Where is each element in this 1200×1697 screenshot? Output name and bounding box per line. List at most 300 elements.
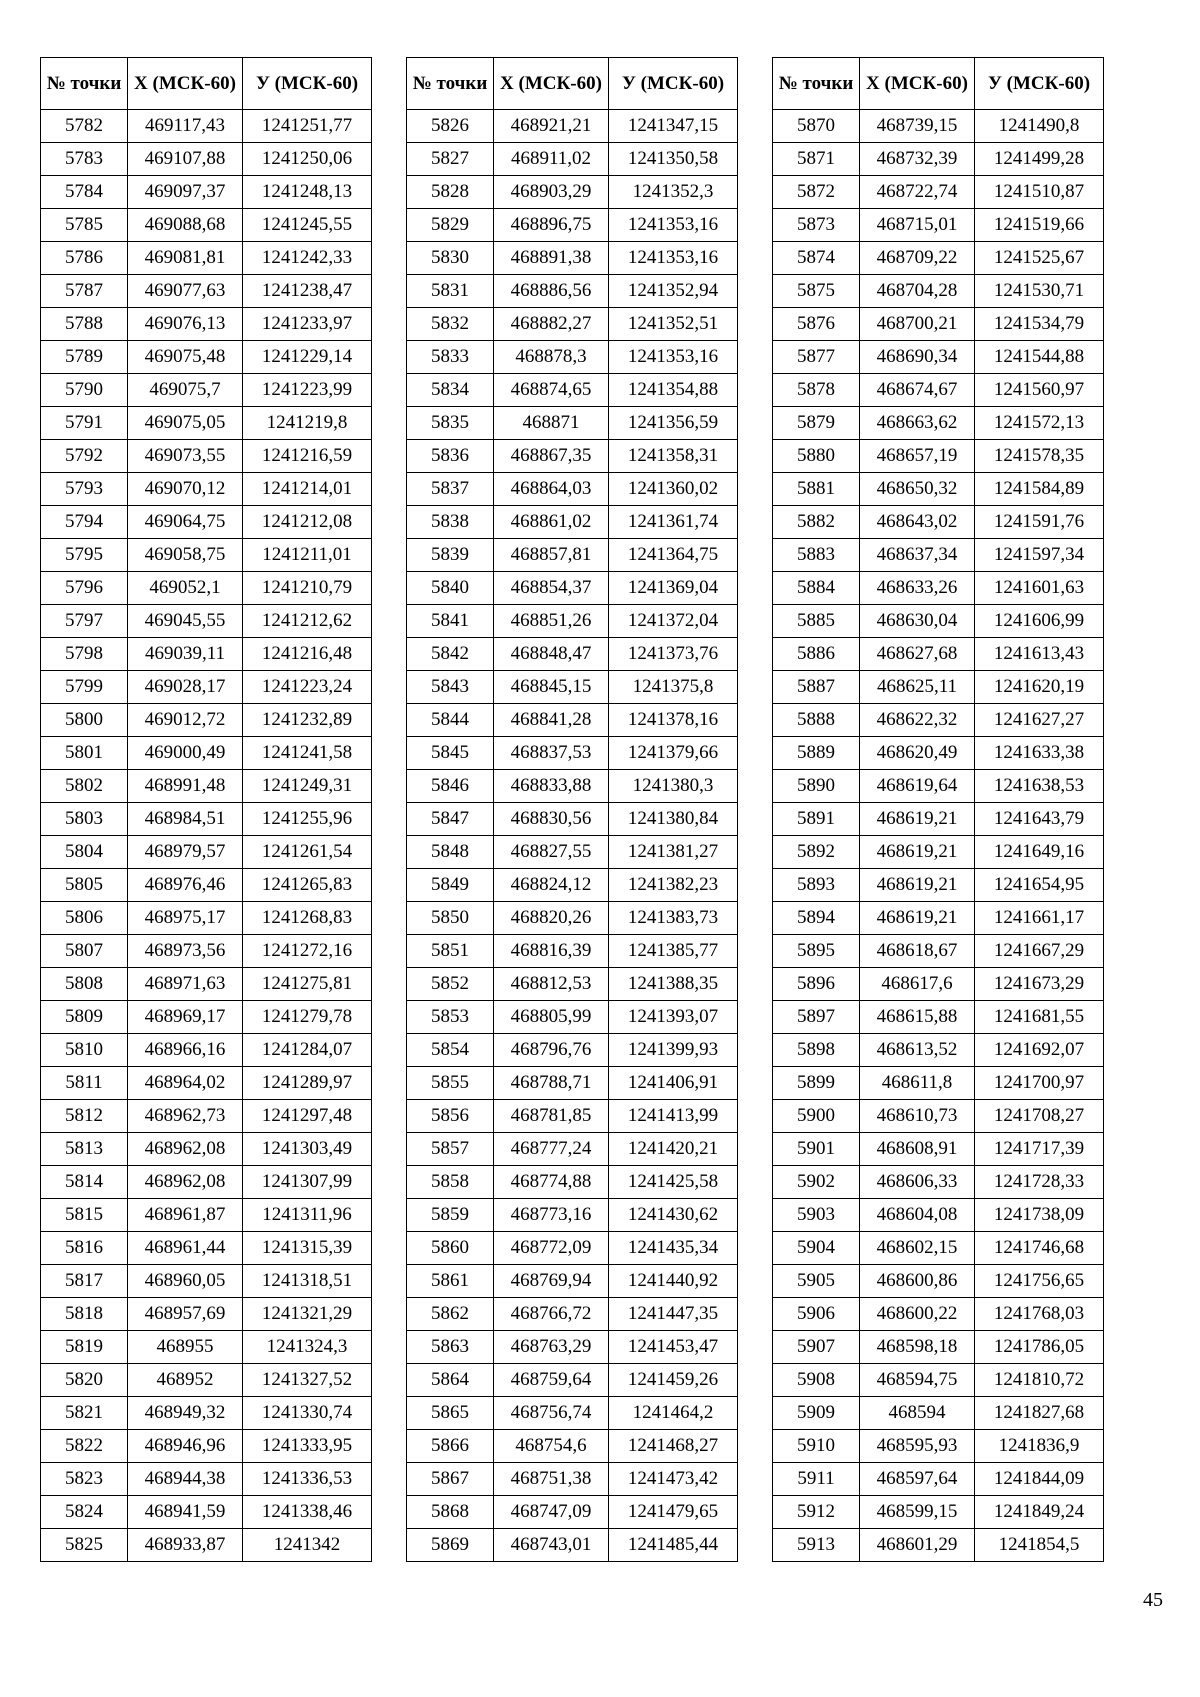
y-coordinate-cell: 1241311,96 (243, 1199, 372, 1232)
x-coordinate-cell: 468611,8 (860, 1067, 975, 1100)
x-coordinate-cell: 468754,6 (494, 1430, 609, 1463)
table-row (407, 1430, 738, 1463)
point-number-cell: 5892 (773, 836, 860, 869)
point-number-cell: 5817 (41, 1265, 128, 1298)
y-coordinate-cell: 1241519,66 (975, 209, 1104, 242)
x-coordinate-cell: 468878,3 (494, 341, 609, 374)
point-number-cell: 5864 (407, 1364, 494, 1397)
y-coordinate-cell: 1241307,99 (243, 1166, 372, 1199)
x-coordinate-cell: 469107,88 (128, 143, 243, 176)
y-coordinate-cell: 1241380,3 (609, 770, 738, 803)
y-coordinate-cell: 1241606,99 (975, 605, 1104, 638)
x-coordinate-cell: 469064,75 (128, 506, 243, 539)
point-number-cell: 5807 (41, 935, 128, 968)
table-row (773, 473, 1104, 506)
point-number-cell: 5841 (407, 605, 494, 638)
table-row (407, 407, 738, 440)
table-row (773, 1430, 1104, 1463)
point-number-cell: 5798 (41, 638, 128, 671)
coordinate-table-2 (406, 57, 738, 1562)
y-coordinate-cell: 1241268,83 (243, 902, 372, 935)
y-coordinate-cell: 1241717,39 (975, 1133, 1104, 1166)
table-row (407, 1166, 738, 1199)
table-row (773, 242, 1104, 275)
point-number-cell: 5849 (407, 869, 494, 902)
table-row (773, 572, 1104, 605)
point-number-cell: 5867 (407, 1463, 494, 1496)
table-row (407, 1133, 738, 1166)
table-row (773, 539, 1104, 572)
table-row (41, 1067, 372, 1100)
header-y-coordinate: У (МСК-60) (609, 58, 738, 110)
y-coordinate-cell: 1241360,02 (609, 473, 738, 506)
table-row (773, 1067, 1104, 1100)
point-number-cell: 5855 (407, 1067, 494, 1100)
x-coordinate-cell: 468608,91 (860, 1133, 975, 1166)
x-coordinate-cell: 468620,49 (860, 737, 975, 770)
table-row (773, 704, 1104, 737)
y-coordinate-cell: 1241827,68 (975, 1397, 1104, 1430)
y-coordinate-cell: 1241336,53 (243, 1463, 372, 1496)
y-coordinate-cell: 1241649,16 (975, 836, 1104, 869)
table-row (407, 1265, 738, 1298)
table-row (773, 1298, 1104, 1331)
x-coordinate-cell: 468600,86 (860, 1265, 975, 1298)
y-coordinate-cell: 1241353,16 (609, 341, 738, 374)
table-row (41, 737, 372, 770)
y-coordinate-cell: 1241601,63 (975, 572, 1104, 605)
point-number-cell: 5913 (773, 1529, 860, 1562)
x-coordinate-cell: 469077,63 (128, 275, 243, 308)
point-number-cell: 5797 (41, 605, 128, 638)
y-coordinate-cell: 1241373,76 (609, 638, 738, 671)
table-row (773, 506, 1104, 539)
x-coordinate-cell: 468903,29 (494, 176, 609, 209)
point-number-cell: 5887 (773, 671, 860, 704)
table-row (41, 506, 372, 539)
point-number-cell: 5885 (773, 605, 860, 638)
table-row (407, 176, 738, 209)
x-coordinate-cell: 468598,18 (860, 1331, 975, 1364)
point-number-cell: 5873 (773, 209, 860, 242)
y-coordinate-cell: 1241383,73 (609, 902, 738, 935)
point-number-cell: 5906 (773, 1298, 860, 1331)
x-coordinate-cell: 468824,12 (494, 869, 609, 902)
y-coordinate-cell: 1241388,35 (609, 968, 738, 1001)
table-row (41, 935, 372, 968)
x-coordinate-cell: 468704,28 (860, 275, 975, 308)
x-coordinate-cell: 469058,75 (128, 539, 243, 572)
point-number-cell: 5821 (41, 1397, 128, 1430)
x-coordinate-cell: 468777,24 (494, 1133, 609, 1166)
point-number-cell: 5822 (41, 1430, 128, 1463)
table-row (773, 374, 1104, 407)
y-coordinate-cell: 1241210,79 (243, 572, 372, 605)
point-number-cell: 5830 (407, 242, 494, 275)
point-number-cell: 5808 (41, 968, 128, 1001)
x-coordinate-cell: 468594,75 (860, 1364, 975, 1397)
y-coordinate-cell: 1241534,79 (975, 308, 1104, 341)
point-number-cell: 5816 (41, 1232, 128, 1265)
point-number-cell: 5862 (407, 1298, 494, 1331)
y-coordinate-cell: 1241232,89 (243, 704, 372, 737)
table-row (407, 275, 738, 308)
table-row (41, 539, 372, 572)
table-row (773, 935, 1104, 968)
x-coordinate-cell: 468604,08 (860, 1199, 975, 1232)
table-row (41, 572, 372, 605)
table-row (41, 1397, 372, 1430)
table-row (407, 1034, 738, 1067)
x-coordinate-cell: 468739,15 (860, 110, 975, 143)
y-coordinate-cell: 1241353,16 (609, 209, 738, 242)
y-coordinate-cell: 1241327,52 (243, 1364, 372, 1397)
y-coordinate-cell: 1241667,29 (975, 935, 1104, 968)
point-number-cell: 5898 (773, 1034, 860, 1067)
point-number-cell: 5883 (773, 539, 860, 572)
y-coordinate-cell: 1241654,95 (975, 869, 1104, 902)
table-row (41, 1331, 372, 1364)
y-coordinate-cell: 1241229,14 (243, 341, 372, 374)
point-number-cell: 5911 (773, 1463, 860, 1496)
table-row (773, 1133, 1104, 1166)
x-coordinate-cell: 468962,08 (128, 1133, 243, 1166)
table-row (773, 1331, 1104, 1364)
table-row (407, 440, 738, 473)
y-coordinate-cell: 1241361,74 (609, 506, 738, 539)
point-number-cell: 5835 (407, 407, 494, 440)
point-number-cell: 5903 (773, 1199, 860, 1232)
point-number-cell: 5866 (407, 1430, 494, 1463)
point-number-cell: 5818 (41, 1298, 128, 1331)
y-coordinate-cell: 1241440,92 (609, 1265, 738, 1298)
table-row (407, 770, 738, 803)
x-coordinate-cell: 468837,53 (494, 737, 609, 770)
table-row (41, 836, 372, 869)
point-number-cell: 5845 (407, 737, 494, 770)
point-number-cell: 5882 (773, 506, 860, 539)
x-coordinate-cell: 468619,21 (860, 836, 975, 869)
x-coordinate-cell: 468816,39 (494, 935, 609, 968)
x-coordinate-cell: 468709,22 (860, 242, 975, 275)
point-number-cell: 5800 (41, 704, 128, 737)
table-row (773, 110, 1104, 143)
point-number-cell: 5834 (407, 374, 494, 407)
table-row (41, 1463, 372, 1496)
y-coordinate-cell: 1241673,29 (975, 968, 1104, 1001)
point-number-cell: 5876 (773, 308, 860, 341)
point-number-cell: 5811 (41, 1067, 128, 1100)
table-row (407, 1463, 738, 1496)
point-number-cell: 5889 (773, 737, 860, 770)
y-coordinate-cell: 1241768,03 (975, 1298, 1104, 1331)
y-coordinate-cell: 1241242,33 (243, 242, 372, 275)
x-coordinate-cell: 468796,76 (494, 1034, 609, 1067)
point-number-cell: 5792 (41, 440, 128, 473)
x-coordinate-cell: 468619,21 (860, 902, 975, 935)
table-row (407, 341, 738, 374)
point-number-cell: 5875 (773, 275, 860, 308)
x-coordinate-cell: 468610,73 (860, 1100, 975, 1133)
x-coordinate-cell: 468966,16 (128, 1034, 243, 1067)
y-coordinate-cell: 1241364,75 (609, 539, 738, 572)
y-coordinate-cell: 1241379,66 (609, 737, 738, 770)
table-row (407, 869, 738, 902)
y-coordinate-cell: 1241756,65 (975, 1265, 1104, 1298)
point-number-cell: 5880 (773, 440, 860, 473)
point-number-cell: 5894 (773, 902, 860, 935)
y-coordinate-cell: 1241261,54 (243, 836, 372, 869)
point-number-cell: 5896 (773, 968, 860, 1001)
point-number-cell: 5809 (41, 1001, 128, 1034)
point-number-cell: 5872 (773, 176, 860, 209)
y-coordinate-cell: 1241479,65 (609, 1496, 738, 1529)
y-coordinate-cell: 1241303,49 (243, 1133, 372, 1166)
y-coordinate-cell: 1241350,58 (609, 143, 738, 176)
coordinate-table-3 (772, 57, 1104, 1562)
point-number-cell: 5895 (773, 935, 860, 968)
x-coordinate-cell: 468788,71 (494, 1067, 609, 1100)
point-number-cell: 5799 (41, 671, 128, 704)
table-row (773, 1034, 1104, 1067)
header-x-coordinate: Х (МСК-60) (860, 58, 975, 110)
x-coordinate-cell: 468867,35 (494, 440, 609, 473)
point-number-cell: 5905 (773, 1265, 860, 1298)
y-coordinate-cell: 1241249,31 (243, 770, 372, 803)
table-row (773, 209, 1104, 242)
x-coordinate-cell: 468984,51 (128, 803, 243, 836)
x-coordinate-cell: 469075,7 (128, 374, 243, 407)
table-row (773, 671, 1104, 704)
point-number-cell: 5888 (773, 704, 860, 737)
y-coordinate-cell: 1241430,62 (609, 1199, 738, 1232)
x-coordinate-cell: 468833,88 (494, 770, 609, 803)
y-coordinate-cell: 1241214,01 (243, 473, 372, 506)
table-row (407, 836, 738, 869)
y-coordinate-cell: 1241728,33 (975, 1166, 1104, 1199)
y-coordinate-cell: 1241212,08 (243, 506, 372, 539)
point-number-cell: 5836 (407, 440, 494, 473)
point-number-cell: 5899 (773, 1067, 860, 1100)
table-row (773, 341, 1104, 374)
x-coordinate-cell: 468848,47 (494, 638, 609, 671)
y-coordinate-cell: 1241347,15 (609, 110, 738, 143)
table-row (41, 671, 372, 704)
y-coordinate-cell: 1241378,16 (609, 704, 738, 737)
table-row (773, 176, 1104, 209)
table-row (407, 605, 738, 638)
y-coordinate-cell: 1241661,17 (975, 902, 1104, 935)
table-row (41, 242, 372, 275)
point-number-cell: 5865 (407, 1397, 494, 1430)
y-coordinate-cell: 1241525,67 (975, 242, 1104, 275)
y-coordinate-cell: 1241356,59 (609, 407, 738, 440)
x-coordinate-cell: 469097,37 (128, 176, 243, 209)
table-row (407, 473, 738, 506)
y-coordinate-cell: 1241318,51 (243, 1265, 372, 1298)
point-number-cell: 5785 (41, 209, 128, 242)
y-coordinate-cell: 1241708,27 (975, 1100, 1104, 1133)
table-row (773, 275, 1104, 308)
y-coordinate-cell: 1241352,94 (609, 275, 738, 308)
table-row (41, 605, 372, 638)
x-coordinate-cell: 468851,26 (494, 605, 609, 638)
table-row (407, 1364, 738, 1397)
y-coordinate-cell: 1241223,24 (243, 671, 372, 704)
table-row (41, 275, 372, 308)
point-number-cell: 5886 (773, 638, 860, 671)
table-row (41, 1166, 372, 1199)
y-coordinate-cell: 1241578,35 (975, 440, 1104, 473)
point-number-cell: 5843 (407, 671, 494, 704)
point-number-cell: 5801 (41, 737, 128, 770)
table-row (773, 1364, 1104, 1397)
point-number-cell: 5847 (407, 803, 494, 836)
point-number-cell: 5788 (41, 308, 128, 341)
x-coordinate-cell: 468774,88 (494, 1166, 609, 1199)
table-row (773, 1265, 1104, 1298)
x-coordinate-cell: 468650,32 (860, 473, 975, 506)
table-row (407, 968, 738, 1001)
table-row (773, 770, 1104, 803)
x-coordinate-cell: 468973,56 (128, 935, 243, 968)
x-coordinate-cell: 469000,49 (128, 737, 243, 770)
point-number-cell: 5844 (407, 704, 494, 737)
header-y-coordinate: У (МСК-60) (243, 58, 372, 110)
x-coordinate-cell: 468600,22 (860, 1298, 975, 1331)
table-row (41, 308, 372, 341)
y-coordinate-cell: 1241382,23 (609, 869, 738, 902)
table-row (407, 1397, 738, 1430)
point-number-cell: 5891 (773, 803, 860, 836)
header-x-coordinate: Х (МСК-60) (128, 58, 243, 110)
y-coordinate-cell: 1241453,47 (609, 1331, 738, 1364)
y-coordinate-cell: 1241854,5 (975, 1529, 1104, 1562)
y-coordinate-cell: 1241464,2 (609, 1397, 738, 1430)
table-row (41, 1298, 372, 1331)
coordinate-table-1 (40, 57, 372, 1562)
x-coordinate-cell: 468599,15 (860, 1496, 975, 1529)
y-coordinate-cell: 1241468,27 (609, 1430, 738, 1463)
y-coordinate-cell: 1241738,09 (975, 1199, 1104, 1232)
point-number-cell: 5803 (41, 803, 128, 836)
y-coordinate-cell: 1241643,79 (975, 803, 1104, 836)
y-coordinate-cell: 1241844,09 (975, 1463, 1104, 1496)
x-coordinate-cell: 468820,26 (494, 902, 609, 935)
point-number-cell: 5840 (407, 572, 494, 605)
table-row (41, 638, 372, 671)
x-coordinate-cell: 468861,02 (494, 506, 609, 539)
point-number-cell: 5790 (41, 374, 128, 407)
point-number-cell: 5819 (41, 1331, 128, 1364)
table-row (407, 209, 738, 242)
table-row (41, 869, 372, 902)
table-row (773, 1232, 1104, 1265)
y-coordinate-cell: 1241681,55 (975, 1001, 1104, 1034)
x-coordinate-cell: 468732,39 (860, 143, 975, 176)
header-point-number: № точки (41, 58, 128, 110)
x-coordinate-cell: 468871 (494, 407, 609, 440)
point-number-cell: 5857 (407, 1133, 494, 1166)
x-coordinate-cell: 468617,6 (860, 968, 975, 1001)
table-row (41, 374, 372, 407)
point-number-cell: 5782 (41, 110, 128, 143)
x-coordinate-cell: 468962,73 (128, 1100, 243, 1133)
x-coordinate-cell: 468595,93 (860, 1430, 975, 1463)
x-coordinate-cell: 468769,94 (494, 1265, 609, 1298)
x-coordinate-cell: 468854,37 (494, 572, 609, 605)
x-coordinate-cell: 469045,55 (128, 605, 243, 638)
point-number-cell: 5793 (41, 473, 128, 506)
x-coordinate-cell: 468874,65 (494, 374, 609, 407)
table-row (407, 242, 738, 275)
table-row (41, 1199, 372, 1232)
x-coordinate-cell: 468975,17 (128, 902, 243, 935)
y-coordinate-cell: 1241330,74 (243, 1397, 372, 1430)
point-number-cell: 5893 (773, 869, 860, 902)
header-y-coordinate: У (МСК-60) (975, 58, 1104, 110)
x-coordinate-cell: 468891,38 (494, 242, 609, 275)
point-number-cell: 5839 (407, 539, 494, 572)
table-row (773, 737, 1104, 770)
point-number-cell: 5879 (773, 407, 860, 440)
point-number-cell: 5897 (773, 1001, 860, 1034)
x-coordinate-cell: 468597,64 (860, 1463, 975, 1496)
point-number-cell: 5825 (41, 1529, 128, 1562)
x-coordinate-cell: 468845,15 (494, 671, 609, 704)
table-row (773, 1529, 1104, 1562)
x-coordinate-cell: 468952 (128, 1364, 243, 1397)
y-coordinate-cell: 1241223,99 (243, 374, 372, 407)
y-coordinate-cell: 1241459,26 (609, 1364, 738, 1397)
x-coordinate-cell: 469076,13 (128, 308, 243, 341)
table-row (773, 638, 1104, 671)
table-row (773, 1496, 1104, 1529)
point-number-cell: 5815 (41, 1199, 128, 1232)
y-coordinate-cell: 1241324,3 (243, 1331, 372, 1364)
table-row (41, 407, 372, 440)
y-coordinate-cell: 1241352,51 (609, 308, 738, 341)
table-row (41, 1100, 372, 1133)
x-coordinate-cell: 468864,03 (494, 473, 609, 506)
table-row (41, 1001, 372, 1034)
y-coordinate-cell: 1241358,31 (609, 440, 738, 473)
x-coordinate-cell: 468619,64 (860, 770, 975, 803)
x-coordinate-cell: 468756,74 (494, 1397, 609, 1430)
x-coordinate-cell: 468615,88 (860, 1001, 975, 1034)
point-number-cell: 5828 (407, 176, 494, 209)
table-row (41, 1496, 372, 1529)
x-coordinate-cell: 468969,17 (128, 1001, 243, 1034)
table-row (407, 1298, 738, 1331)
x-coordinate-cell: 468630,04 (860, 605, 975, 638)
y-coordinate-cell: 1241490,8 (975, 110, 1104, 143)
table-row (41, 473, 372, 506)
point-number-cell: 5912 (773, 1496, 860, 1529)
table-row (407, 671, 738, 704)
x-coordinate-cell: 468619,21 (860, 869, 975, 902)
table-row (407, 506, 738, 539)
x-coordinate-cell: 468941,59 (128, 1496, 243, 1529)
y-coordinate-cell: 1241380,84 (609, 803, 738, 836)
y-coordinate-cell: 1241219,8 (243, 407, 372, 440)
table-row (407, 803, 738, 836)
point-number-cell: 5827 (407, 143, 494, 176)
y-coordinate-cell: 1241372,04 (609, 605, 738, 638)
table-row (41, 902, 372, 935)
x-coordinate-cell: 468960,05 (128, 1265, 243, 1298)
y-coordinate-cell: 1241613,43 (975, 638, 1104, 671)
